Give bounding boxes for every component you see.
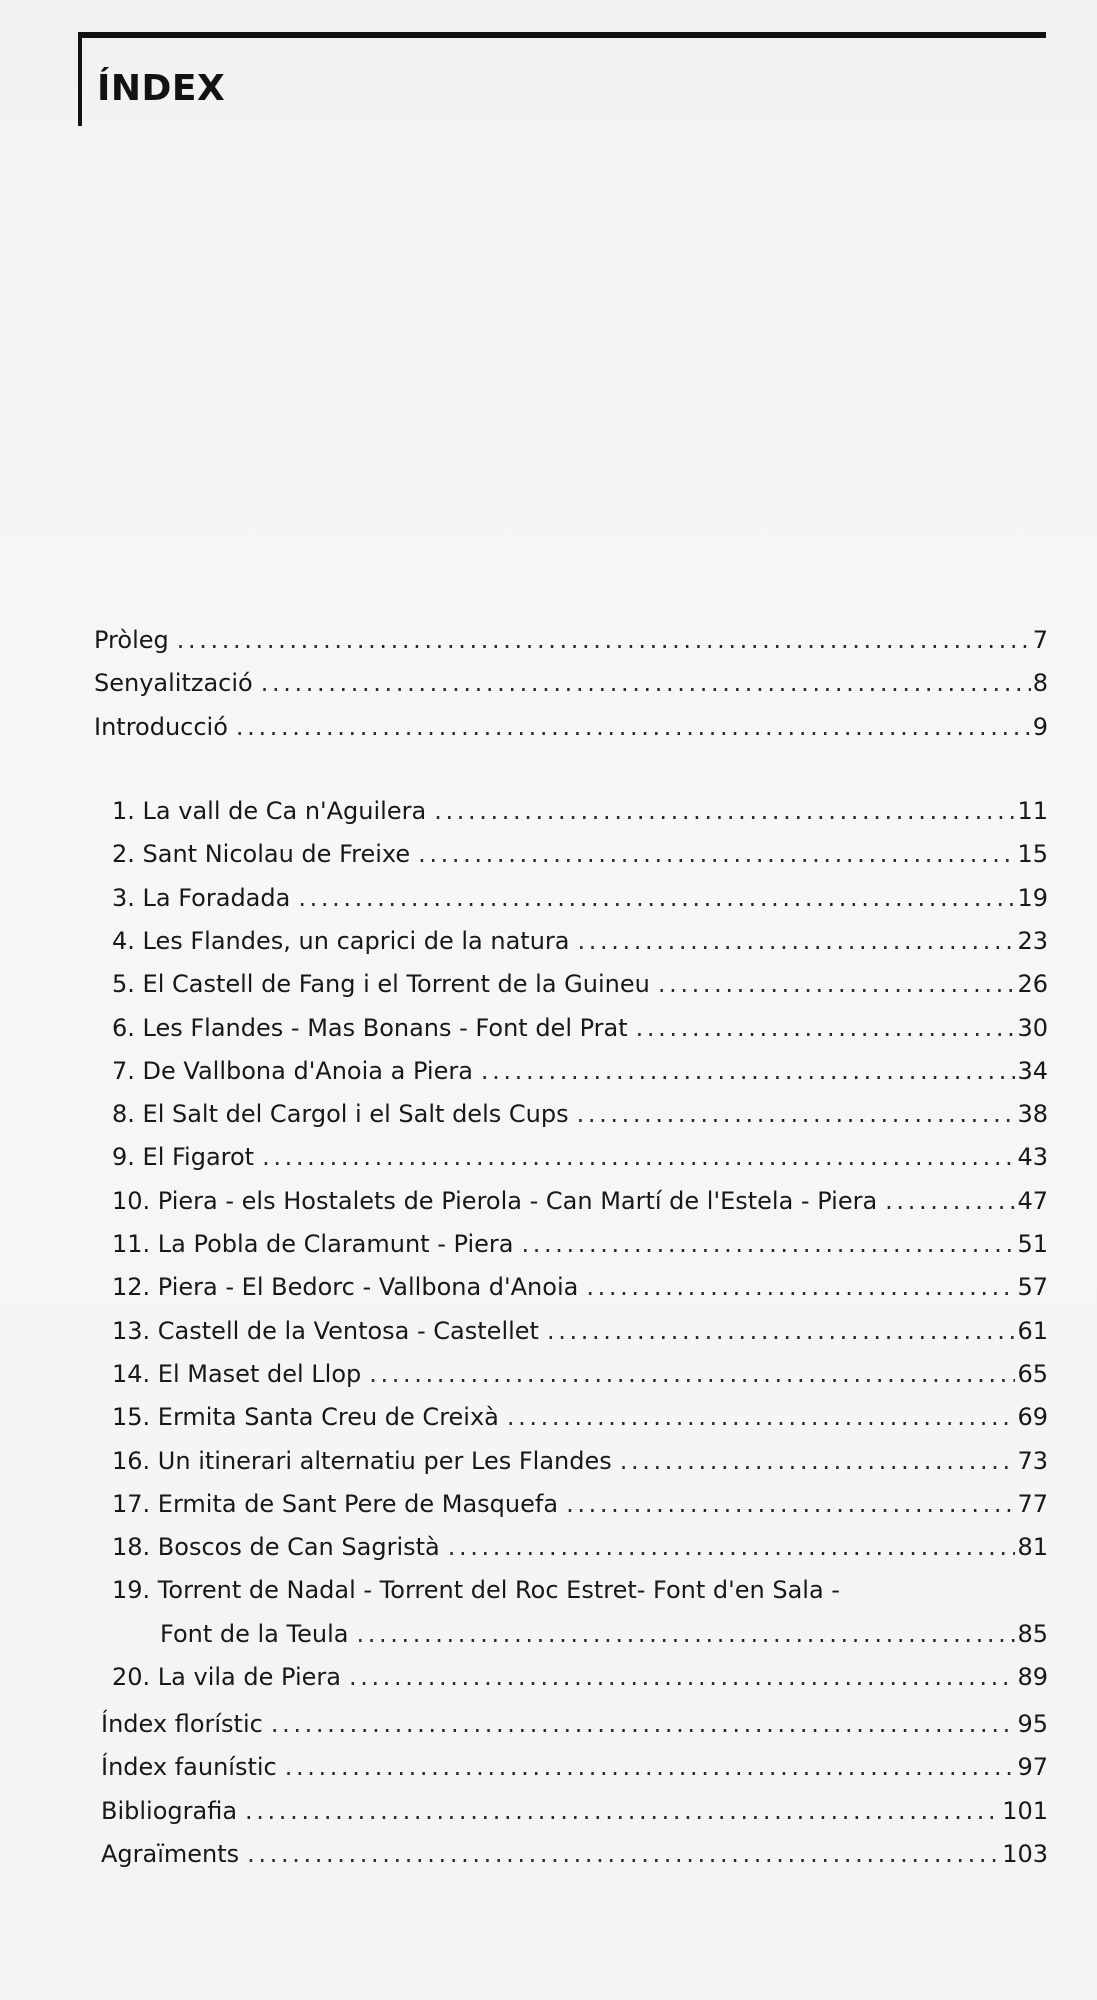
toc-entry-title: 5. El Castell de Fang i el Torrent de la Guineu (112, 970, 650, 999)
toc-entry-page: 65 (1017, 1359, 1048, 1388)
toc-entry (101, 1836, 1048, 1872)
toc-dot-leader (578, 923, 1016, 959)
toc-dot-leader (566, 1486, 1015, 1522)
toc-entry-page: 95 (1017, 1710, 1048, 1738)
toc-dot-leader (620, 1443, 1016, 1479)
page-title: ÍNDEX (97, 68, 226, 109)
toc-entry-page: 9 (1032, 712, 1048, 741)
toc-entry-page: 81 (1017, 1533, 1048, 1562)
toc-entry-page: 26 (1017, 970, 1048, 999)
toc-entry-title: 4. Les Flandes, un caprici de la natura (112, 926, 570, 955)
toc-entry-page: 73 (1017, 1446, 1048, 1475)
toc-entry (112, 966, 1048, 1002)
toc-entry-title: 6. Les Flandes - Mas Bonans - Font del Prat (112, 1013, 628, 1042)
toc-entry (94, 665, 1048, 701)
toc-entry-title: Índex faunístic (101, 1753, 277, 1782)
toc-entry-title-continuation: Font de la Teula (160, 1619, 349, 1648)
toc-entry (112, 1399, 1048, 1435)
toc-entry-title: 2. Sant Nicolau de Freixe (112, 840, 411, 869)
toc-entry (112, 1139, 1048, 1175)
toc-entry-page: 19 (1017, 883, 1048, 912)
toc-entry-page: 103 (1002, 1839, 1048, 1868)
toc-dot-leader (885, 1183, 1015, 1219)
toc-dot-leader (261, 665, 1031, 701)
toc-entry-page: 97 (1017, 1753, 1048, 1782)
toc-entry-page: 30 (1017, 1013, 1048, 1042)
toc-dot-leader (418, 836, 1015, 872)
toc-entry-page: 15 (1017, 840, 1048, 869)
toc-dot-leader (577, 1096, 1016, 1132)
toc-entry (101, 1793, 1048, 1829)
toc-dot-leader (521, 1226, 1015, 1262)
toc-entry (112, 1529, 1048, 1565)
toc-entry-title: 12. Piera - El Bedorc - Vallbona d'Anoia (112, 1273, 579, 1302)
toc-entry-title: Agraïments (101, 1839, 240, 1868)
toc-dot-leader (247, 1836, 1000, 1872)
toc-entry-title: 13. Castell de la Ventosa - Castellet (112, 1316, 539, 1345)
toc-dot-leader (448, 1529, 1016, 1565)
toc-entry (94, 622, 1048, 658)
toc-entry-title: 11. La Pobla de Claramunt - Piera (112, 1230, 514, 1258)
toc-entry-title: 3. La Foradada (112, 883, 291, 912)
toc-entry (112, 1659, 1048, 1695)
toc-entry-title: Introducció (94, 712, 228, 741)
toc-entry-page: 23 (1017, 926, 1048, 955)
toc-entry-title: 15. Ermita Santa Creu de Creixà (112, 1403, 499, 1432)
toc-entry-page: 101 (1002, 1796, 1048, 1825)
toc-dot-leader (369, 1356, 1015, 1392)
toc-entry (112, 1443, 1048, 1479)
toc-dot-leader (285, 1749, 1016, 1785)
toc-entry (94, 709, 1048, 745)
toc-entry (101, 1749, 1048, 1785)
toc-dot-leader (481, 1053, 1016, 1089)
toc-dot-leader (636, 1010, 1016, 1046)
toc-dot-leader (586, 1269, 1015, 1305)
toc-entry (112, 793, 1048, 829)
toc-entry (112, 923, 1048, 959)
toc-entry-title: 10. Piera - els Hostalets de Pierola - Can Martí de l'Estela - Piera (112, 1186, 878, 1215)
toc-entry-title: 18. Boscos de Can Sagristà (112, 1533, 440, 1562)
toc-dot-leader (177, 622, 1031, 658)
toc-entry-title: 20. La vila de Piera (112, 1663, 341, 1691)
toc-entry-page: 8 (1032, 669, 1048, 698)
toc-entry-page: 11 (1017, 797, 1048, 825)
toc-entry-page: 61 (1017, 1316, 1048, 1345)
toc-entry-title: 9. El Figarot (112, 1143, 255, 1172)
toc-entry (112, 1313, 1048, 1349)
toc-entry-title: 1. La vall de Ca n'Aguilera (112, 797, 427, 825)
toc-entry-page: 51 (1017, 1230, 1048, 1258)
toc-entry (112, 1226, 1048, 1262)
toc-entry (112, 836, 1048, 872)
toc-dot-leader (271, 1706, 1016, 1742)
toc-dot-leader (349, 1659, 1015, 1695)
toc-entry-page: 7 (1032, 626, 1048, 654)
toc-entry (112, 1486, 1048, 1522)
toc-dot-leader (262, 1139, 1015, 1175)
toc-entry (101, 1706, 1048, 1742)
toc-entry-title: 8. El Salt del Cargol i el Salt dels Cups (112, 1100, 569, 1129)
toc-entry (112, 1183, 1048, 1219)
toc-entry-page: 43 (1017, 1143, 1048, 1172)
toc-entry-page: 77 (1017, 1489, 1048, 1518)
toc-entry-title: 7. De Vallbona d'Anoia a Piera (112, 1056, 473, 1085)
toc-entry-title: Pròleg (94, 626, 169, 654)
toc-dot-leader (547, 1313, 1016, 1349)
toc-entry-page: 47 (1017, 1186, 1048, 1215)
toc-entry (112, 1096, 1048, 1132)
toc-entry-page: 34 (1017, 1056, 1048, 1085)
toc-entry (112, 1269, 1048, 1305)
toc-entry-page: 89 (1017, 1663, 1048, 1691)
toc-dot-leader (658, 966, 1016, 1002)
toc-dot-leader (356, 1616, 1015, 1652)
toc-entry (112, 880, 1048, 916)
toc-entry-page: 38 (1017, 1100, 1048, 1129)
toc-entry-title: 14. El Maset del Llop (112, 1359, 362, 1388)
toc-dot-leader (298, 880, 1015, 916)
toc-entry (112, 1053, 1048, 1089)
toc-entry-title: Índex florístic (101, 1710, 263, 1738)
toc-entry-title: Senyalització (94, 669, 253, 698)
toc-entry (112, 1356, 1048, 1392)
toc-dot-leader (236, 709, 1031, 745)
toc-dot-leader (507, 1399, 1016, 1435)
toc-entry-page: 85 (1017, 1619, 1048, 1648)
toc-entry-page: 57 (1017, 1273, 1048, 1302)
toc-dot-leader (434, 793, 1015, 829)
toc-entry-title: 19. Torrent de Nadal - Torrent del Roc Estret- Font d'en Sala - (112, 1576, 840, 1605)
toc-entry-title: Bibliografia (101, 1796, 238, 1825)
toc-entry-page: 69 (1017, 1403, 1048, 1432)
toc-dot-leader (245, 1793, 1000, 1829)
toc-entry (160, 1616, 1048, 1652)
toc-entry-title: 16. Un itinerari alternatiu per Les Flandes (112, 1446, 612, 1475)
toc-entry (112, 1010, 1048, 1046)
toc-entry-title: 17. Ermita de Sant Pere de Masquefa (112, 1489, 559, 1518)
